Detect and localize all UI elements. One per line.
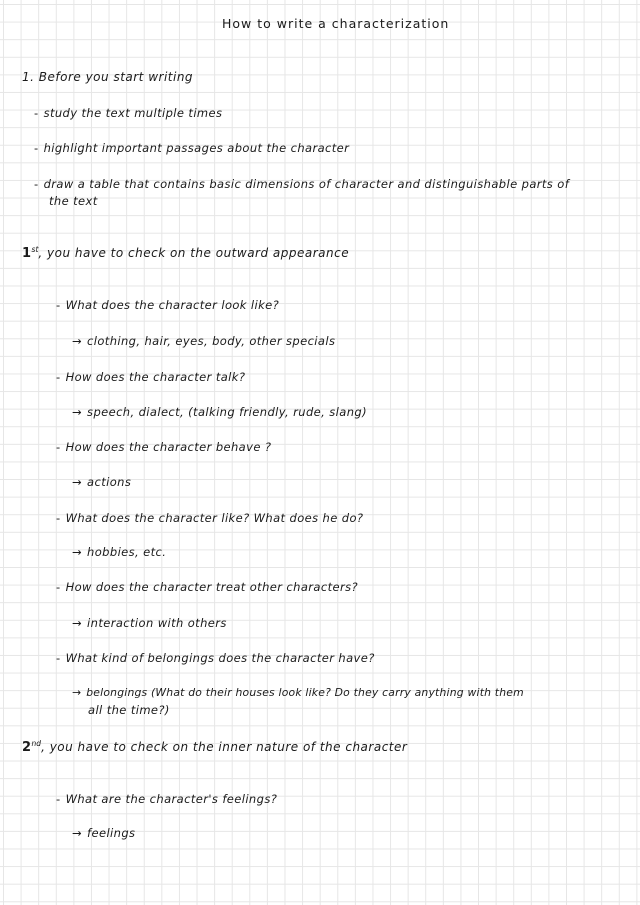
answer-item [72,686,524,699]
section-heading-outward-appearance [22,245,349,261]
list-item [34,141,349,155]
section-heading-inner-nature [22,739,407,755]
answer-item [72,545,166,559]
answer-text: clothing, hair, eyes, body, other specials [87,334,336,348]
question-item [56,298,279,312]
ordinal-number: 1 [22,246,32,261]
answer-item [72,405,367,419]
question-text: How does the character treat other characters? [65,580,358,594]
list-item-text: draw a table that contains basic dimensions of character and distinguishable parts of [43,177,570,191]
arrow-icon: → [72,616,83,630]
arrow-icon: → [72,826,83,840]
answer-item [72,826,135,840]
dash-icon: - [56,440,61,454]
question-text: How does the character behave ? [65,440,272,454]
dash-icon: - [56,792,61,806]
dash-icon: - [56,651,61,665]
list-item [34,106,222,120]
arrow-icon: → [72,334,83,348]
answer-continuation: all the time?) [88,703,170,717]
answer-text: feelings [87,826,136,840]
question-item [56,511,363,525]
section-heading-text: , you have to check on the inner nature of the character [41,740,408,754]
list-item [34,177,569,191]
section-heading-text: , you have to check on the outward appearance [38,246,350,260]
ordinal-suffix: st [31,245,39,254]
dash-icon: - [56,370,61,384]
answer-text: interaction with others [87,616,227,630]
question-item [56,370,245,384]
question-text: What does the character look like? [65,298,280,312]
dash-icon: - [56,511,61,525]
question-item [56,792,277,806]
answer-item [72,334,335,348]
dash-icon: - [34,141,39,155]
page-title: How to write a characterization [222,16,450,31]
dash-icon: - [34,106,39,120]
dash-icon: - [34,177,39,191]
question-text: What are the character's feelings? [65,792,278,806]
answer-text: hobbies, etc. [87,545,167,559]
arrow-icon: → [72,475,83,489]
answer-item [72,616,227,630]
ordinal-number: 2 [22,740,32,755]
list-item-continuation: the text [49,194,98,208]
question-item [56,580,358,594]
question-text: What kind of belongings does the character have? [65,651,375,665]
answer-text: speech, dialect, (talking friendly, rude, slang) [87,405,367,419]
dash-icon: - [56,580,61,594]
answer-text: actions [87,475,132,489]
section-heading-before-writing: 1. Before you start writing [22,70,194,84]
question-item [56,440,271,454]
arrow-icon: → [72,405,83,419]
ordinal-suffix: nd [31,739,42,748]
dash-icon: - [56,298,61,312]
answer-item [72,475,131,489]
list-item-text: highlight important passages about the character [43,141,350,155]
question-text: What does the character like? What does he do? [65,511,364,525]
question-text: How does the character talk? [65,370,246,384]
list-item-text: study the text multiple times [43,106,223,120]
arrow-icon: → [72,545,83,559]
question-item [56,651,375,665]
answer-text: belongings (What do their houses look like? Do they carry anything with them [86,686,524,699]
arrow-icon: → [72,686,82,699]
